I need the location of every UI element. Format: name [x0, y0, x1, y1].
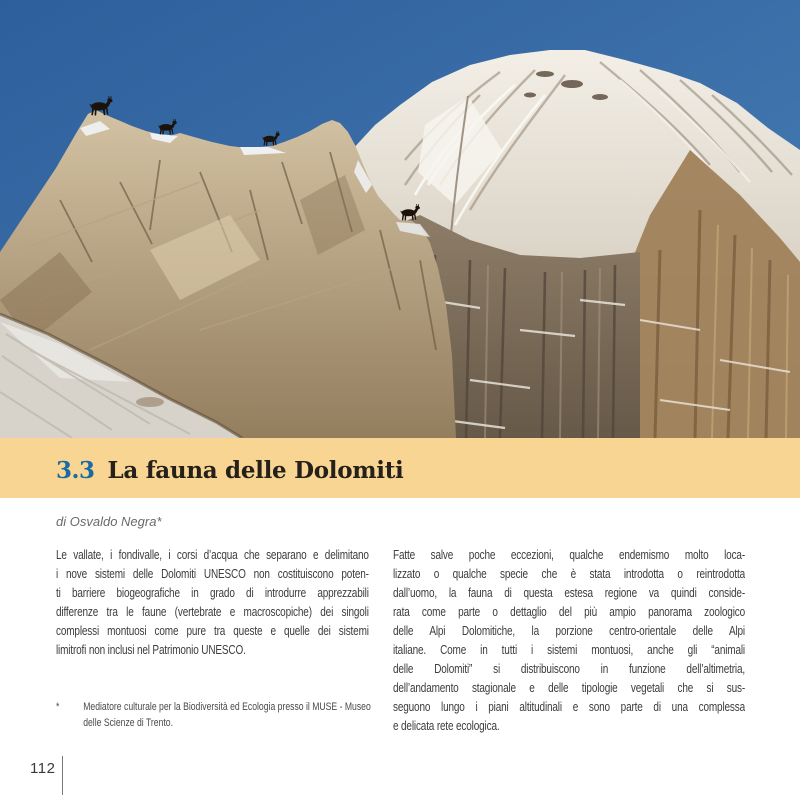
footnote-marker: * [56, 701, 60, 713]
page-number-rule [62, 756, 63, 795]
text-line: delle Scienze di Trento. [83, 716, 173, 729]
text-line: delle Dolomiti” si distribuiscono in funzione dell’altimetria, [393, 662, 745, 676]
text-line: limitrofi non inclusi nel Patrimonio UNESCO. [56, 643, 246, 657]
page-number: 112 [30, 760, 56, 777]
section-title: La fauna delle Dolomiti [107, 456, 404, 484]
body-column-left [56, 546, 369, 660]
footnote [56, 700, 392, 731]
text-line: Fatte salve poche eccezioni, qualche endemismo molto loca- [393, 548, 745, 562]
text-line: e delicata rete ecologica. [393, 719, 500, 733]
text-line: italiane. Come in tutti i sistemi montuosi, anche gli “animali [393, 643, 745, 657]
text-line: delle Alpi Dolomitiche, la porzione centro-orientale delle Alpi [393, 624, 745, 638]
text-line: rata come parte o dettaglio del più ampio panorama zoologico [393, 605, 745, 619]
text-line: Mediatore culturale per la Biodiversità ed Ecologia presso il MUSE - Museo [83, 701, 371, 713]
text-line: ti barriere biogeografiche in grado di introdurre apprezzabili [56, 586, 369, 600]
text-line: dall’uomo, la fauna di questa estesa regione va quindi conside- [393, 586, 745, 600]
text-line: complessi montuosi come pure tra queste e quelle dei sistemi [56, 624, 369, 638]
section-banner [0, 438, 800, 498]
text-line: dell’andamento stagionale e delle tipologie vegetali che si sus- [393, 681, 745, 695]
text-line: i nove sistemi delle Dolomiti UNESCO non costituiscono poten- [56, 567, 369, 581]
body-column-right [393, 546, 745, 736]
text-line: lizzato o qualche specie che è stata introdotta o reintrodotta [393, 567, 745, 581]
section-number: 3.3 [56, 456, 95, 484]
text-line: seguono lungo i piani altitudinali e sono parte di una complessa [393, 700, 745, 714]
text-line: differenze tra le faune (vertebrate e macroscopiche) dei singoli [56, 605, 369, 619]
text-line: Le vallate, i fondivalle, i corsi d’acqua che separano e delimitano [56, 548, 369, 562]
author-byline: di Osvaldo Negra* [56, 514, 162, 529]
footnote-text [83, 700, 392, 731]
